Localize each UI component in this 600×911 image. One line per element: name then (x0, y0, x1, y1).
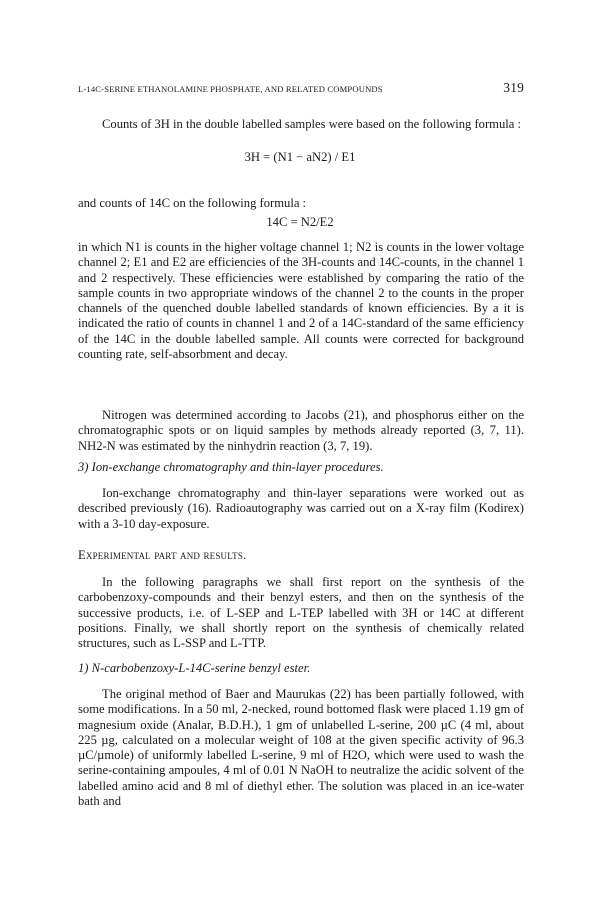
paragraph-text: Counts of 3H in the double labelled samples were based on the following formula : (102, 117, 522, 131)
paragraph-text: and counts of 14C on the following formula : (78, 196, 307, 210)
page-number: 319 (503, 80, 524, 95)
section-heading-carbobenzoxy (78, 661, 524, 676)
paragraph-nitrogen (78, 408, 524, 454)
experimental-heading (78, 548, 524, 563)
paragraph-ion-exchange (78, 486, 524, 532)
paragraph-counts-3h (78, 117, 524, 132)
paragraph-text: In the following paragraphs we shall first report on the synthesis of the carbobenzoxy-compounds and their benzyl esters, and then on the synthesis of the successive products, i.e. of L-SEP and L-TEP labelled with 3H or 14C at different positions. Finally, we shall shortly report on the synthesis of chemically related structures, such as L-SSP and L-TTP. (78, 575, 524, 651)
formula-3h (0, 150, 600, 165)
formula-text: 3H = (N1 − aN2) / E1 (244, 150, 356, 164)
section-heading-text: 1) N-carbobenzoxy-L-14C-serine benzyl ester. (78, 661, 311, 675)
paragraph-overview (78, 575, 524, 651)
paragraph-definitions (78, 240, 524, 362)
paragraph-text: Ion-exchange chromatography and thin-layer separations were worked out as described previously (16). Radioautography was carried out on a X-ray film (Kodirex) with a 3-10 day-exposure. (78, 486, 524, 531)
formula-14c (0, 215, 600, 230)
running-header-title: L-14C-SERINE ETHANOLAMINE PHOSPHATE, AND RELATED COMPOUNDS (78, 84, 383, 94)
section-heading-ion-exchange (78, 460, 524, 475)
running-header (78, 80, 524, 98)
paragraph-text: Nitrogen was determined according to Jacobs (21), and phosphorus either on the chromatographic spots or on liquid samples by methods already reported (3, 7, 11). NH2-N was estimated by the ninhydrin reaction (3, 7, 19). (78, 408, 524, 453)
paragraph-text: The original method of Baer and Maurukas (22) has been partially followed, with some modifications. In a 50 ml, 2-necked, round bottomed flask were placed 1.19 gm of magnesium oxide (Analar, B.D.H.), 1 gm of unlabelled L-serine, 200 µC (4 ml, about 225 µg, calculated on a molecular weight of 108 at the given specific activity of 96.3 µC/µmole) of uniformly labelled L-serine, 9 ml of H2O, which were used to wash the serine-containing ampoules, 4 ml of 0.01 N NaOH to neutralize the acidic solvent of the labelled amino acid and 8 ml of diethyl ether. The solution was placed in an ice-water bath and (78, 687, 524, 809)
paragraph-text: in which N1 is counts in the higher voltage channel 1; N2 is counts in the lower voltage channel 2; E1 and E2 are efficiencies of the 3H-counts and 14C-counts, in the channel 1 and 2 respectively. These efficiencies were established by comparing the ratio of the sample counts in two appropriate windows of the channel 2 to the counts in the proper channels of the quenched double labelled standards of known efficiencies. By a it is indicated the ratio of counts in channel 1 and 2 of a 14C-standard of the same efficiency of the 14C in the double labelled sample. All counts were corrected for background counting rate, self-absorbment and decay. (78, 240, 524, 362)
paragraph-counts-14c (78, 196, 524, 211)
experimental-heading-text: Experimental part and results. (78, 548, 247, 562)
formula-text: 14C = N2/E2 (266, 215, 334, 229)
section-heading-text: 3) Ion-exchange chromatography and thin-layer procedures. (78, 460, 384, 474)
paragraph-method (78, 687, 524, 809)
